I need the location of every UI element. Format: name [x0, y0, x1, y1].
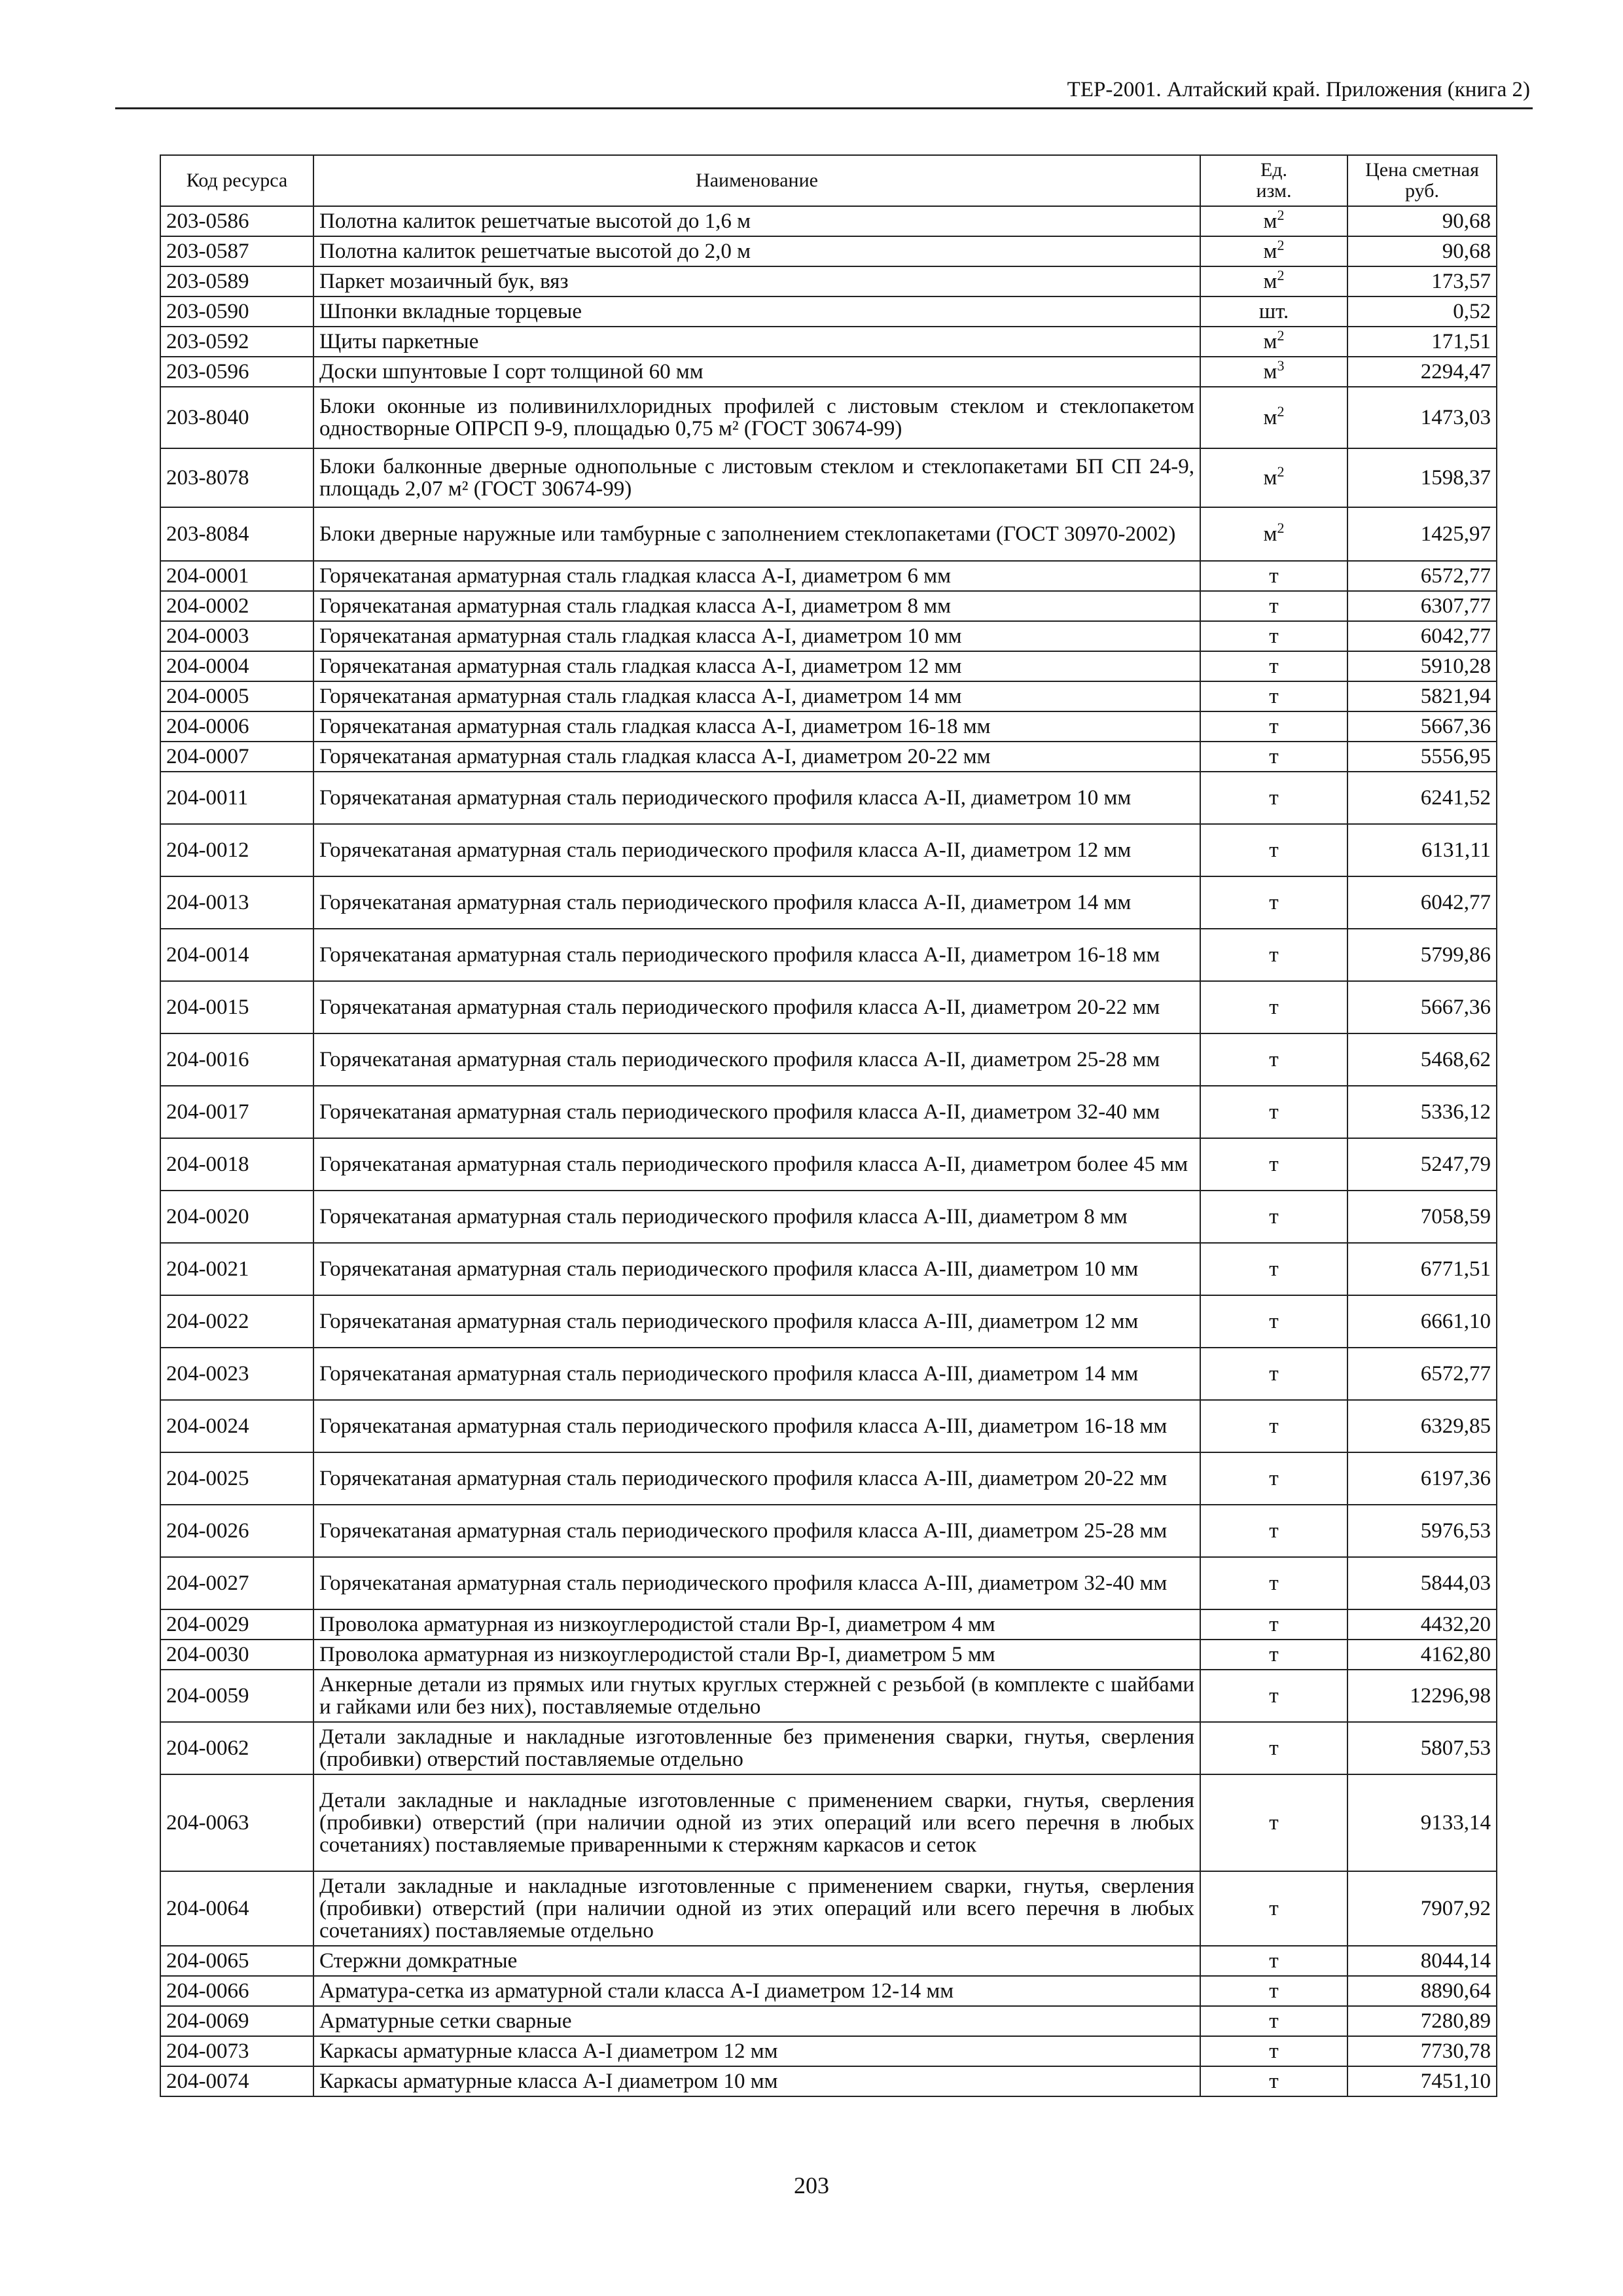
- resource-name-cell: Шпонки вкладные торцевые: [313, 296, 1200, 327]
- resource-code-cell: 204-0003: [160, 621, 313, 651]
- table-row: [160, 876, 1497, 929]
- unit-text: т: [1269, 1736, 1279, 1760]
- price-cell: 6042,77: [1347, 621, 1497, 651]
- unit-cell: [1200, 1086, 1347, 1138]
- table-row: [160, 1722, 1497, 1774]
- unit-cell: [1200, 327, 1347, 357]
- unit-text: т: [1269, 1643, 1279, 1666]
- price-cell: 1598,37: [1347, 448, 1497, 507]
- resource-name-cell: Горячекатаная арматурная сталь периодического профиля класса А-II, диаметром 12 мм: [313, 824, 1200, 876]
- unit-cell: [1200, 1138, 1347, 1191]
- table-row: [160, 1871, 1497, 1946]
- table-row: [160, 357, 1497, 387]
- resource-code-cell: 204-0029: [160, 1609, 313, 1640]
- price-cell: 8044,14: [1347, 1946, 1497, 1976]
- resource-code-cell: 204-0030: [160, 1640, 313, 1670]
- table-row: [160, 1138, 1497, 1191]
- resource-code-cell: 204-0018: [160, 1138, 313, 1191]
- resource-code-cell: 204-0024: [160, 1400, 313, 1452]
- table-row: [160, 1191, 1497, 1243]
- price-cell: 5844,03: [1347, 1557, 1497, 1609]
- price-cell: 171,51: [1347, 327, 1497, 357]
- unit-cell: [1200, 1295, 1347, 1348]
- unit-cell: [1200, 824, 1347, 876]
- resource-code-cell: 203-0586: [160, 206, 313, 236]
- price-cell: 4162,80: [1347, 1640, 1497, 1670]
- unit-exponent: 3: [1277, 357, 1285, 374]
- resource-code-cell: 204-0004: [160, 651, 313, 681]
- unit-cell: [1200, 1243, 1347, 1295]
- price-cell: 90,68: [1347, 206, 1497, 236]
- table-row: [160, 681, 1497, 711]
- resource-name-cell: Горячекатаная арматурная сталь периодического профиля класса А-III, диаметром 20-22 мм: [313, 1452, 1200, 1505]
- price-cell: 5807,53: [1347, 1722, 1497, 1774]
- resource-code-cell: 204-0059: [160, 1670, 313, 1722]
- column-header-name: Наименование: [313, 155, 1200, 206]
- unit-text: м: [1263, 522, 1277, 546]
- price-cell: 7451,10: [1347, 2066, 1497, 2096]
- table-row: [160, 1243, 1497, 1295]
- unit-exponent: 2: [1277, 327, 1285, 344]
- resource-name-cell: Арматурные сетки сварные: [313, 2006, 1200, 2036]
- unit-cell: [1200, 1191, 1347, 1243]
- unit-cell: [1200, 357, 1347, 387]
- resource-name-cell: Горячекатаная арматурная сталь периодического профиля класса А-II, диаметром 25-28 мм: [313, 1033, 1200, 1086]
- table-row: [160, 387, 1497, 448]
- table-row: [160, 2036, 1497, 2066]
- table-row: [160, 1774, 1497, 1871]
- unit-cell: [1200, 1670, 1347, 1722]
- resource-name-cell: Горячекатаная арматурная сталь периодического профиля класса А-II, диаметром 32-40 мм: [313, 1086, 1200, 1138]
- unit-cell: [1200, 236, 1347, 266]
- unit-text: т: [1269, 1205, 1279, 1229]
- resource-name-cell: Щиты паркетные: [313, 327, 1200, 357]
- price-cell: 6572,77: [1347, 1348, 1497, 1400]
- unit-text: т: [1269, 1362, 1279, 1386]
- unit-exponent: 2: [1277, 463, 1285, 480]
- resource-name-cell: Горячекатаная арматурная сталь периодического профиля класса А-II, диаметром более 45 мм: [313, 1138, 1200, 1191]
- resource-code-cell: 204-0063: [160, 1774, 313, 1871]
- resource-code-cell: 204-0066: [160, 1976, 313, 2006]
- price-cell: 6131,11: [1347, 824, 1497, 876]
- unit-text: т: [1269, 715, 1279, 738]
- unit-text: т: [1269, 1310, 1279, 1333]
- unit-text: т: [1269, 996, 1279, 1019]
- resource-code-cell: 204-0002: [160, 591, 313, 621]
- unit-text: т: [1269, 1897, 1279, 1920]
- price-cell: 2294,47: [1347, 357, 1497, 387]
- unit-cell: [1200, 591, 1347, 621]
- resource-name-cell: Горячекатаная арматурная сталь гладкая класса А-I, диаметром 16-18 мм: [313, 711, 1200, 742]
- unit-cell: [1200, 1348, 1347, 1400]
- unit-cell: [1200, 1774, 1347, 1871]
- resource-code-cell: 203-8040: [160, 387, 313, 448]
- price-cell: 1425,97: [1347, 507, 1497, 561]
- resource-code-cell: 204-0001: [160, 561, 313, 591]
- price-cell: 9133,14: [1347, 1774, 1497, 1871]
- table-row: [160, 2006, 1497, 2036]
- unit-cell: [1200, 1640, 1347, 1670]
- resource-name-cell: Горячекатаная арматурная сталь периодического профиля класса А-III, диаметром 25-28 мм: [313, 1505, 1200, 1557]
- unit-cell: [1200, 1946, 1347, 1976]
- price-cell: 8890,64: [1347, 1976, 1497, 2006]
- unit-exponent: 2: [1277, 207, 1285, 223]
- resource-name-cell: Блоки оконные из поливинилхлоридных профилей с листовым стеклом и стеклопакетом одностворные ОПРСП 9-9, площадью 0,75 м² (ГОСТ 30674-99): [313, 387, 1200, 448]
- resource-code-cell: 204-0025: [160, 1452, 313, 1505]
- table-row: [160, 1946, 1497, 1976]
- resource-code-cell: 204-0022: [160, 1295, 313, 1348]
- unit-cell: [1200, 1033, 1347, 1086]
- unit-cell: [1200, 651, 1347, 681]
- unit-text: м: [1263, 466, 1277, 490]
- price-cell: 7730,78: [1347, 2036, 1497, 2066]
- resource-code-cell: 203-0587: [160, 236, 313, 266]
- unit-text: т: [1269, 1519, 1279, 1543]
- price-cell: 6241,52: [1347, 772, 1497, 824]
- resource-name-cell: Горячекатаная арматурная сталь периодического профиля класса А-III, диаметром 14 мм: [313, 1348, 1200, 1400]
- price-cell: 5976,53: [1347, 1505, 1497, 1557]
- table-row: [160, 2066, 1497, 2096]
- resource-code-cell: 204-0062: [160, 1722, 313, 1774]
- running-header: [115, 73, 1533, 109]
- unit-text: м: [1263, 270, 1277, 293]
- price-cell: 90,68: [1347, 236, 1497, 266]
- price-cell: 5799,86: [1347, 929, 1497, 981]
- unit-exponent: 2: [1277, 403, 1285, 420]
- resource-name-cell: Блоки балконные дверные однопольные с листовым стеклом и стеклопакетами БП СП 24-9, площадь 2,07 м² (ГОСТ 30674-99): [313, 448, 1200, 507]
- unit-text: т: [1269, 1257, 1279, 1281]
- unit-text: т: [1269, 1048, 1279, 1071]
- table-row: [160, 1609, 1497, 1640]
- resource-name-cell: Горячекатаная арматурная сталь гладкая класса А-I, диаметром 12 мм: [313, 651, 1200, 681]
- resource-code-cell: 204-0015: [160, 981, 313, 1033]
- resource-code-cell: 204-0007: [160, 742, 313, 772]
- unit-cell: [1200, 1722, 1347, 1774]
- unit-text: т: [1269, 624, 1279, 648]
- price-cell: 0,52: [1347, 296, 1497, 327]
- unit-cell: [1200, 711, 1347, 742]
- table-row: [160, 824, 1497, 876]
- resource-name-cell: Горячекатаная арматурная сталь периодического профиля класса А-II, диаметром 16-18 мм: [313, 929, 1200, 981]
- price-cell: 5247,79: [1347, 1138, 1497, 1191]
- unit-text: т: [1269, 838, 1279, 862]
- resource-name-cell: Горячекатаная арматурная сталь периодического профиля класса А-III, диаметром 10 мм: [313, 1243, 1200, 1295]
- resource-name-cell: Полотна калиток решетчатые высотой до 2,0 м: [313, 236, 1200, 266]
- unit-cell: [1200, 681, 1347, 711]
- unit-cell: [1200, 1557, 1347, 1609]
- resource-code-cell: 204-0065: [160, 1946, 313, 1976]
- table-body: [160, 206, 1497, 2096]
- resource-code-cell: 204-0016: [160, 1033, 313, 1086]
- resource-name-cell: Детали закладные и накладные изготовленные без применения сварки, гнутья, сверления (пробивки) отверстий поставляемые отдельно: [313, 1722, 1200, 1774]
- unit-cell: [1200, 2036, 1347, 2066]
- unit-cell: [1200, 1609, 1347, 1640]
- table-row: [160, 296, 1497, 327]
- unit-text: т: [1269, 1613, 1279, 1636]
- unit-cell: [1200, 561, 1347, 591]
- price-cell: 5336,12: [1347, 1086, 1497, 1138]
- unit-cell: [1200, 1505, 1347, 1557]
- unit-cell: [1200, 742, 1347, 772]
- unit-cell: [1200, 621, 1347, 651]
- resource-name-cell: Блоки дверные наружные или тамбурные с заполнением стеклопакетами (ГОСТ 30970-2002): [313, 507, 1200, 561]
- unit-cell: [1200, 1871, 1347, 1946]
- price-cell: 6771,51: [1347, 1243, 1497, 1295]
- unit-text: т: [1269, 943, 1279, 967]
- resource-code-cell: 204-0011: [160, 772, 313, 824]
- resource-name-cell: Горячекатаная арматурная сталь периодического профиля класса А-III, диаметром 8 мм: [313, 1191, 1200, 1243]
- unit-cell: [1200, 929, 1347, 981]
- unit-text: т: [1269, 1949, 1279, 1973]
- resource-code-cell: 203-0592: [160, 327, 313, 357]
- price-cell: 6307,77: [1347, 591, 1497, 621]
- column-header-unit-line2: изм.: [1256, 180, 1292, 202]
- resource-name-cell: Полотна калиток решетчатые высотой до 1,6 м: [313, 206, 1200, 236]
- unit-exponent: 2: [1277, 237, 1285, 253]
- unit-text: м: [1263, 406, 1277, 429]
- resource-name-cell: Паркет мозаичный бук, вяз: [313, 266, 1200, 296]
- resource-code-cell: 204-0027: [160, 1557, 313, 1609]
- resource-code-cell: 204-0023: [160, 1348, 313, 1400]
- price-cell: 1473,03: [1347, 387, 1497, 448]
- unit-cell: [1200, 772, 1347, 824]
- table-row: [160, 772, 1497, 824]
- price-cell: 6197,36: [1347, 1452, 1497, 1505]
- price-cell: 173,57: [1347, 266, 1497, 296]
- unit-cell: [1200, 2006, 1347, 2036]
- price-cell: 5468,62: [1347, 1033, 1497, 1086]
- unit-cell: [1200, 2066, 1347, 2096]
- unit-text: т: [1269, 1414, 1279, 1438]
- unit-text: т: [1269, 2070, 1279, 2093]
- unit-cell: [1200, 448, 1347, 507]
- resource-name-cell: Горячекатаная арматурная сталь гладкая класса А-I, диаметром 6 мм: [313, 561, 1200, 591]
- resource-name-cell: Каркасы арматурные класса А-I диаметром 10 мм: [313, 2066, 1200, 2096]
- table-row: [160, 1976, 1497, 2006]
- column-header-unit: [1200, 155, 1347, 206]
- column-header-price: [1347, 155, 1497, 206]
- unit-text: т: [1269, 891, 1279, 914]
- table-row: [160, 448, 1497, 507]
- resource-name-cell: Стержни домкратные: [313, 1946, 1200, 1976]
- unit-text: т: [1269, 1811, 1279, 1835]
- resource-code-cell: 203-8078: [160, 448, 313, 507]
- resource-name-cell: Горячекатаная арматурная сталь гладкая класса А-I, диаметром 20-22 мм: [313, 742, 1200, 772]
- resource-code-cell: 204-0064: [160, 1871, 313, 1946]
- table-row: [160, 206, 1497, 236]
- price-cell: 5910,28: [1347, 651, 1497, 681]
- table-row: [160, 651, 1497, 681]
- resource-name-cell: Горячекатаная арматурная сталь периодического профиля класса А-III, диаметром 12 мм: [313, 1295, 1200, 1348]
- table-row: [160, 561, 1497, 591]
- table-row: [160, 1557, 1497, 1609]
- unit-text: т: [1269, 1467, 1279, 1490]
- resource-code-cell: 203-8084: [160, 507, 313, 561]
- unit-exponent: 2: [1277, 520, 1285, 536]
- resource-name-cell: Горячекатаная арматурная сталь периодического профиля класса А-II, диаметром 14 мм: [313, 876, 1200, 929]
- unit-text: т: [1269, 685, 1279, 708]
- resource-price-table: [160, 154, 1497, 2097]
- unit-text: м: [1263, 240, 1277, 263]
- price-cell: 6661,10: [1347, 1295, 1497, 1348]
- table-row: [160, 1670, 1497, 1722]
- table-row: [160, 507, 1497, 561]
- price-cell: 7907,92: [1347, 1871, 1497, 1946]
- table-row: [160, 981, 1497, 1033]
- unit-text: т: [1269, 1100, 1279, 1124]
- resource-code-cell: 204-0006: [160, 711, 313, 742]
- table-row: [160, 266, 1497, 296]
- column-header-unit-line1: Ед.: [1260, 159, 1288, 181]
- unit-exponent: 2: [1277, 267, 1285, 283]
- unit-cell: [1200, 387, 1347, 448]
- unit-cell: [1200, 266, 1347, 296]
- unit-cell: [1200, 1452, 1347, 1505]
- resource-code-cell: 204-0013: [160, 876, 313, 929]
- unit-cell: [1200, 206, 1347, 236]
- price-cell: 4432,20: [1347, 1609, 1497, 1640]
- table-header-row: [160, 155, 1497, 206]
- column-header-price-line1: Цена сметная: [1365, 159, 1479, 181]
- resource-name-cell: Горячекатаная арматурная сталь гладкая класса А-I, диаметром 10 мм: [313, 621, 1200, 651]
- resource-name-cell: Горячекатаная арматурная сталь периодического профиля класса А-III, диаметром 16-18 мм: [313, 1400, 1200, 1452]
- resource-name-cell: Горячекатаная арматурная сталь периодического профиля класса А-II, диаметром 20-22 мм: [313, 981, 1200, 1033]
- table-row: [160, 1033, 1497, 1086]
- table-row: [160, 1086, 1497, 1138]
- price-cell: 5556,95: [1347, 742, 1497, 772]
- page-number: 203: [794, 2172, 829, 2198]
- resource-name-cell: Анкерные детали из прямых или гнутых круглых стержней с резьбой (в комплекте с шайбами и гайками или без них), поставляемые отдельно: [313, 1670, 1200, 1722]
- table-row: [160, 621, 1497, 651]
- resource-name-cell: Горячекатаная арматурная сталь гладкая класса А-I, диаметром 8 мм: [313, 591, 1200, 621]
- price-cell: 7058,59: [1347, 1191, 1497, 1243]
- price-cell: 5821,94: [1347, 681, 1497, 711]
- table-row: [160, 1348, 1497, 1400]
- unit-text: т: [1269, 1979, 1279, 2003]
- unit-text: т: [1269, 745, 1279, 768]
- unit-text: шт.: [1258, 300, 1289, 323]
- price-cell: 5667,36: [1347, 981, 1497, 1033]
- unit-text: т: [1269, 1571, 1279, 1595]
- resource-name-cell: Каркасы арматурные класса А-I диаметром 12 мм: [313, 2036, 1200, 2066]
- table-row: [160, 327, 1497, 357]
- resource-name-cell: Горячекатаная арматурная сталь гладкая класса А-I, диаметром 14 мм: [313, 681, 1200, 711]
- resource-name-cell: Горячекатаная арматурная сталь периодического профиля класса А-II, диаметром 10 мм: [313, 772, 1200, 824]
- table-row: [160, 1400, 1497, 1452]
- resource-code-cell: 204-0026: [160, 1505, 313, 1557]
- table-row: [160, 236, 1497, 266]
- price-cell: 5667,36: [1347, 711, 1497, 742]
- resource-code-cell: 204-0012: [160, 824, 313, 876]
- resource-code-cell: 204-0005: [160, 681, 313, 711]
- table-row: [160, 929, 1497, 981]
- resource-code-cell: 204-0017: [160, 1086, 313, 1138]
- price-cell: 7280,89: [1347, 2006, 1497, 2036]
- table-row: [160, 711, 1497, 742]
- resource-code-cell: 204-0073: [160, 2036, 313, 2066]
- unit-cell: [1200, 876, 1347, 929]
- unit-cell: [1200, 981, 1347, 1033]
- table-row: [160, 1295, 1497, 1348]
- table-row: [160, 1505, 1497, 1557]
- resource-name-cell: Проволока арматурная из низкоуглеродистой стали Вр-I, диаметром 4 мм: [313, 1609, 1200, 1640]
- column-header-code: Код ресурса: [160, 155, 313, 206]
- unit-text: т: [1269, 594, 1279, 618]
- unit-text: т: [1269, 1684, 1279, 1708]
- unit-cell: [1200, 1400, 1347, 1452]
- table-row: [160, 1452, 1497, 1505]
- price-cell: 6329,85: [1347, 1400, 1497, 1452]
- resource-code-cell: 204-0074: [160, 2066, 313, 2096]
- unit-cell: [1200, 507, 1347, 561]
- resource-name-cell: Горячекатаная арматурная сталь периодического профиля класса А-III, диаметром 32-40 мм: [313, 1557, 1200, 1609]
- unit-text: м: [1263, 360, 1277, 384]
- resource-name-cell: Детали закладные и накладные изготовленные с применением сварки, гнутья, сверления (пробивки) отверстий (при наличии одной из этих операций или всего перечня в любых сочетаниях) поставляемые приваренными к стержням каркасов и сеток: [313, 1774, 1200, 1871]
- table-row: [160, 742, 1497, 772]
- resource-code-cell: 203-0589: [160, 266, 313, 296]
- table-row: [160, 1640, 1497, 1670]
- table-row: [160, 591, 1497, 621]
- unit-cell: [1200, 1976, 1347, 2006]
- price-cell: 6042,77: [1347, 876, 1497, 929]
- unit-text: м: [1263, 330, 1277, 353]
- unit-text: т: [1269, 655, 1279, 678]
- resource-name-cell: Детали закладные и накладные изготовленные с применением сварки, гнутья, сверления (пробивки) отверстий (при наличии одной из этих операций или всего перечня в любых сочетаниях) поставляемые отдельно: [313, 1871, 1200, 1946]
- unit-text: т: [1269, 1153, 1279, 1176]
- unit-cell: [1200, 296, 1347, 327]
- resource-code-cell: 203-0596: [160, 357, 313, 387]
- resource-name-cell: Проволока арматурная из низкоуглеродистой стали Вр-I, диаметром 5 мм: [313, 1640, 1200, 1670]
- resource-code-cell: 204-0021: [160, 1243, 313, 1295]
- price-cell: 6572,77: [1347, 561, 1497, 591]
- unit-text: т: [1269, 2009, 1279, 2033]
- unit-text: м: [1263, 209, 1277, 233]
- unit-text: т: [1269, 564, 1279, 588]
- resource-code-cell: 204-0069: [160, 2006, 313, 2036]
- resource-code-cell: 203-0590: [160, 296, 313, 327]
- resource-name-cell: Арматура-сетка из арматурной стали класса А-I диаметром 12-14 мм: [313, 1976, 1200, 2006]
- document-title: ТЕР-2001. Алтайский край. Приложения (книга 2): [1067, 78, 1530, 101]
- price-cell: 12296,98: [1347, 1670, 1497, 1722]
- resource-code-cell: 204-0014: [160, 929, 313, 981]
- unit-text: т: [1269, 786, 1279, 810]
- resource-name-cell: Доски шпунтовые I сорт толщиной 60 мм: [313, 357, 1200, 387]
- unit-text: т: [1269, 2039, 1279, 2063]
- column-header-price-line2: руб.: [1405, 180, 1439, 202]
- resource-code-cell: 204-0020: [160, 1191, 313, 1243]
